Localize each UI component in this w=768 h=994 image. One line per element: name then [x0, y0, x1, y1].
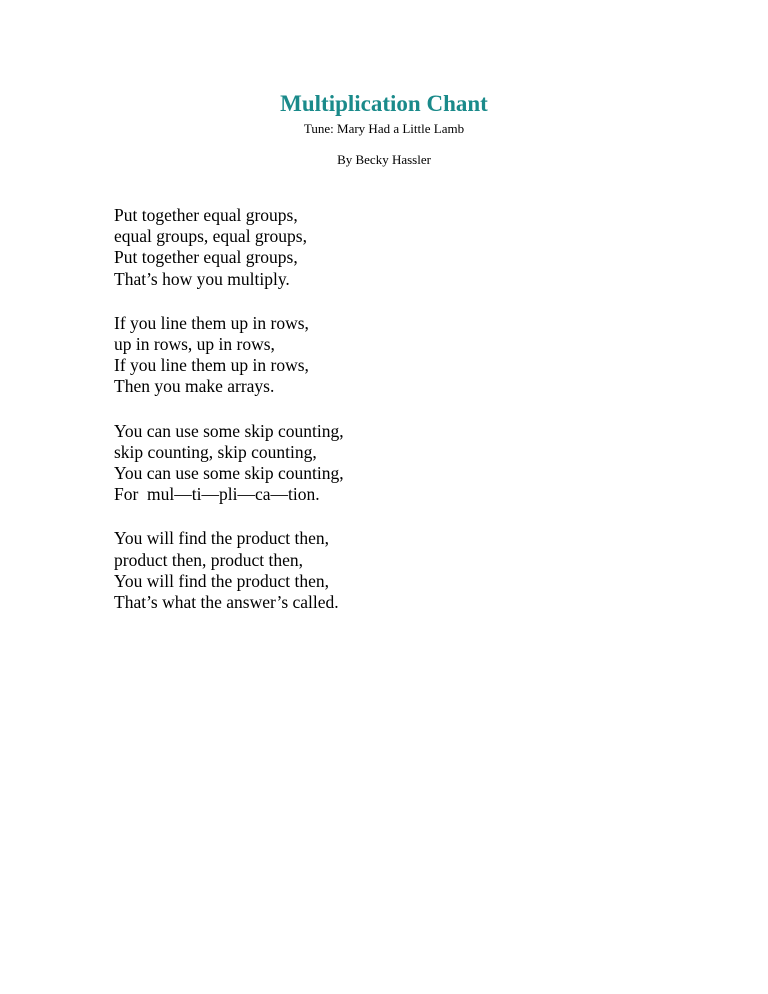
poem-line: skip counting, skip counting,	[114, 441, 317, 462]
poem-line: You will find the product then,	[114, 528, 330, 549]
poem-line: You can use some skip counting,	[114, 463, 344, 484]
document-title: Multiplication Chant	[280, 91, 488, 116]
poem-line: You can use some skip counting,	[114, 420, 344, 441]
poem-line: That’s how you multiply.	[114, 268, 290, 289]
stanza-3	[114, 421, 674, 506]
poem-line: Put together equal groups,	[114, 205, 298, 225]
poem-line: up in rows, up in rows,	[114, 334, 275, 355]
poem-line: If you line them up in rows,	[114, 312, 309, 333]
poem-line: That’s what the answer’s called.	[114, 592, 339, 613]
stanza-1	[114, 205, 674, 290]
poem-line: You will find the product then,	[114, 570, 330, 591]
document-author: By Becky Hassler	[337, 152, 431, 167]
poem-line: equal groups, equal groups,	[114, 226, 307, 247]
poem-line: If you line them up in rows,	[114, 355, 309, 376]
poem-line: product then, product then,	[114, 549, 304, 570]
poem-line: Put together equal groups,	[114, 247, 298, 268]
stanza-4	[114, 528, 674, 613]
stanza-2	[114, 313, 674, 398]
poem-line: Then you make arrays.	[114, 376, 275, 397]
document-subtitle: Tune: Mary Had a Little Lamb	[303, 121, 465, 136]
poem-body	[114, 205, 674, 636]
poem-line: For mul—ti—pli—ca—tion.	[114, 484, 320, 505]
